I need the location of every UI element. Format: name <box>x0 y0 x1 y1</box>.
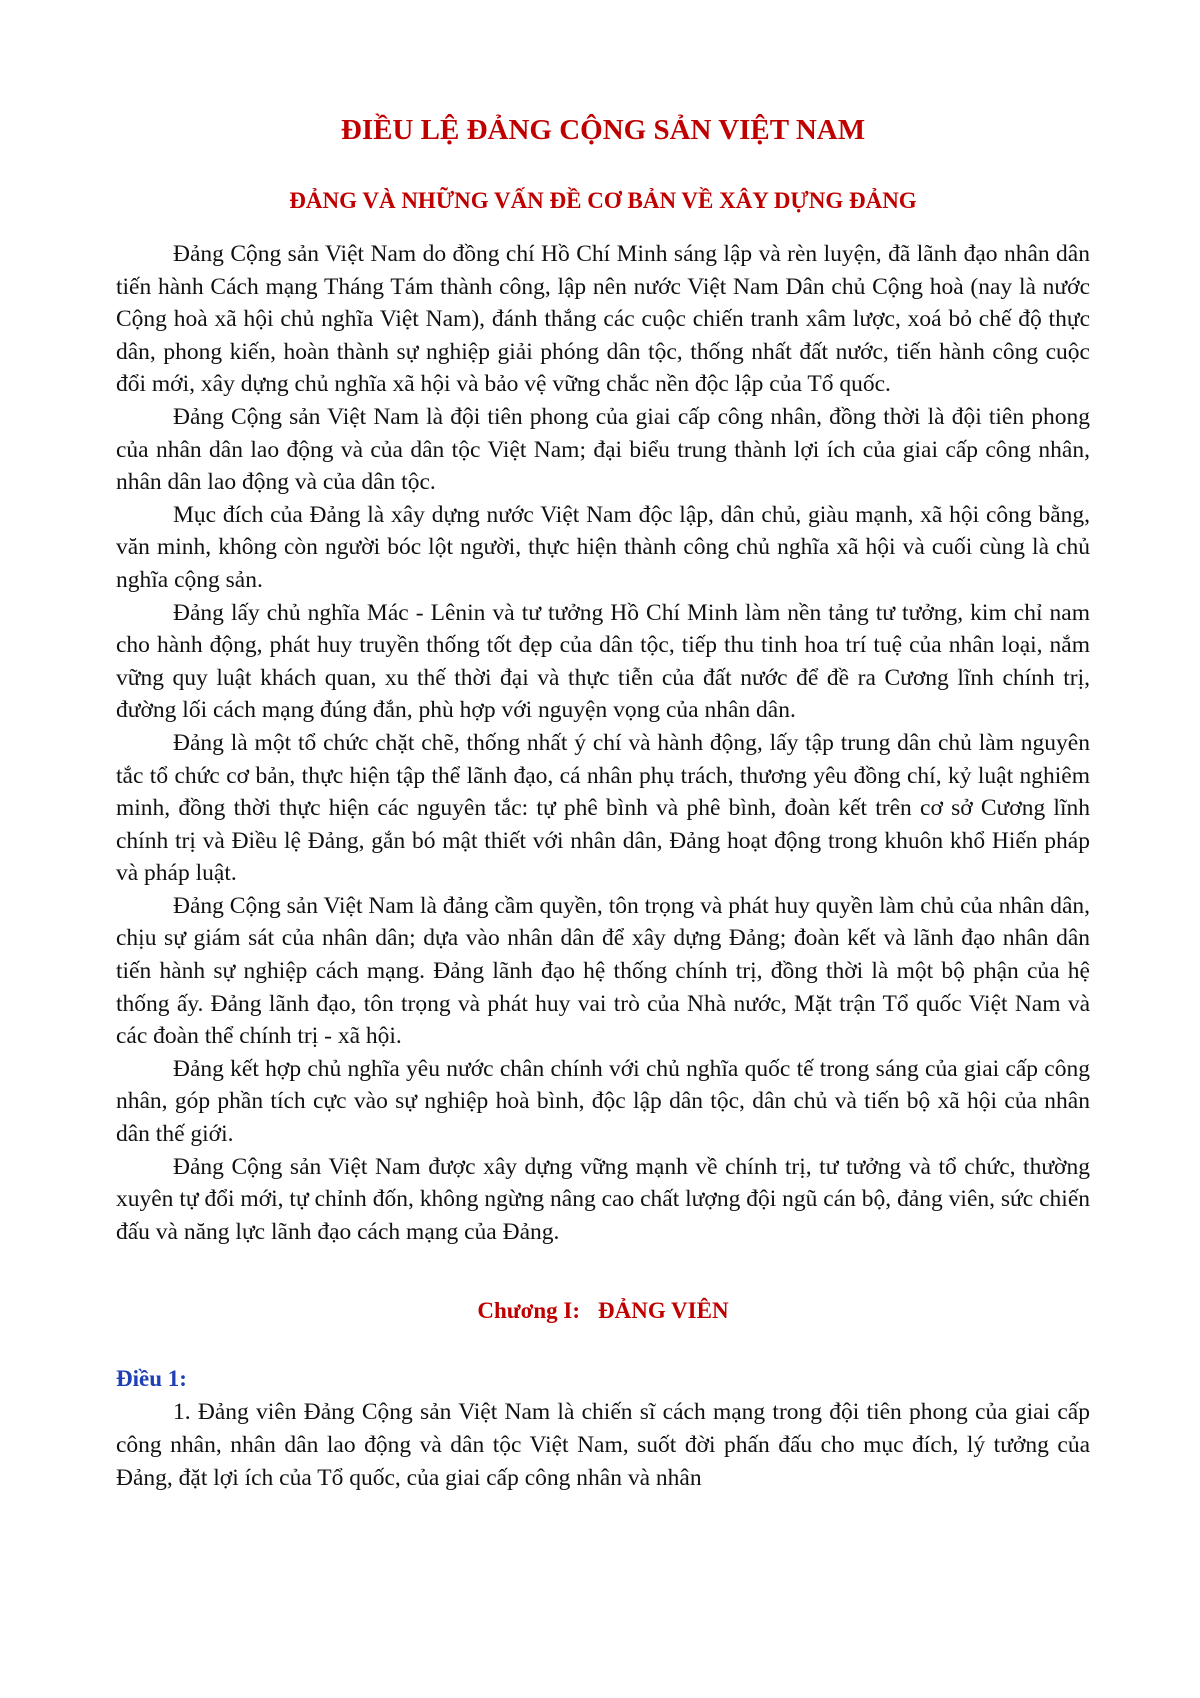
article-text: 1. Đảng viên Đảng Cộng sản Việt Nam là chiến sĩ cách mạng trong đội tiên phong của giai cấp công nhân, nhân dân lao động và dân tộc Việt Nam, suốt đời phấn đấu cho mục đích, lý tưởng của Đảng, đặt lợi ích của Tổ quốc, của giai cấp công nhân và nhân <box>116 1399 1090 1491</box>
paragraph-6: Đảng Cộng sản Việt Nam là đảng cầm quyền, tôn trọng và phát huy quyền làm chủ của nhân dân, chịu sự giám sát của nhân dân; dựa vào nhân dân để xây dựng Đảng; đoàn kết và lãnh đạo nhân dân tiến hành sự nghiệp cách mạng. Đảng lãnh đạo hệ thống chính trị, đồng thời là một bộ phận của hệ thống ấy. Đảng lãnh đạo, tôn trọng và phát huy vai trò của Nhà nước, Mặt trận Tổ quốc Việt Nam và các đoàn thể chính trị - xã hội. <box>116 892 1090 1050</box>
chapter-label: Chương I: <box>477 1298 580 1324</box>
paragraph-4: Đảng lấy chủ nghĩa Mác - Lênin và tư tưởng Hồ Chí Minh làm nền tảng tư tưởng, kim chỉ nam cho hành động, phát huy truyền thống tốt đẹp của dân tộc, tiếp thu tinh hoa trí tuệ của nhân loại, nắm vững quy luật khách quan, xu thế thời đại và thực tiễn của đất nước để đề ra Cương lĩnh chính trị, đường lối cách mạng đúng đắn, phù hợp với nguyện vọng của nhân dân. <box>116 599 1090 724</box>
paragraph-5: Đảng là một tổ chức chặt chẽ, thống nhất ý chí và hành động, lấy tập trung dân chủ làm nguyên tắc tổ chức cơ bản, thực hiện tập thể lãnh đạo, cá nhân phụ trách, thương yêu đồng chí, kỷ luật nghiêm minh, đồng thời thực hiện các nguyên tắc: tự phê bình và phê bình, đoàn kết trên cơ sở Cương lĩnh chính trị và Điều lệ Đảng, gắn bó mật thiết với nhân dân, Đảng hoạt động trong khuôn khổ Hiến pháp và pháp luật. <box>116 729 1090 887</box>
paragraph-3: Mục đích của Đảng là xây dựng nước Việt Nam độc lập, dân chủ, giàu mạnh, xã hội công bằng, văn minh, không còn người bóc lột người, thực hiện thành công chủ nghĩa xã hội và cuối cùng là chủ nghĩa cộng sản. <box>116 501 1090 593</box>
article-heading: Điều 1: <box>116 1366 187 1392</box>
chapter-name: ĐẢNG VIÊN <box>598 1298 729 1324</box>
paragraph-2: Đảng Cộng sản Việt Nam là đội tiên phong của giai cấp công nhân, đồng thời là đội tiên phong của nhân dân lao động và của dân tộc Việt Nam; đại biểu trung thành lợi ích của giai cấp công nhân, nhân dân lao động và của dân tộc. <box>116 403 1090 496</box>
chapter-heading <box>116 1296 1090 1326</box>
paragraph-8: Đảng Cộng sản Việt Nam được xây dựng vững mạnh về chính trị, tư tưởng và tổ chức, thường xuyên tự đổi mới, tự chỉnh đốn, không ngừng nâng cao chất lượng đội ngũ cán bộ, đảng viên, sức chiến đấu và năng lực lãnh đạo cách mạng của Đảng. <box>116 1153 1090 1245</box>
paragraph-7: Đảng kết hợp chủ nghĩa yêu nước chân chính với chủ nghĩa quốc tế trong sáng của giai cấp công nhân, góp phần tích cực vào sự nghiệp hoà bình, độc lập dân tộc, dân chủ và tiến bộ xã hội của nhân dân thế giới. <box>116 1055 1090 1148</box>
paragraph-1: Đảng Cộng sản Việt Nam do đồng chí Hồ Chí Minh sáng lập và rèn luyện, đã lãnh đạo nhân dân tiến hành Cách mạng Tháng Tám thành công, lập nên nước Việt Nam Dân chủ Cộng hoà (nay là nước Cộng hoà xã hội chủ nghĩa Việt Nam), đánh thắng các cuộc chiến tranh xâm lược, xoá bỏ chế độ thực dân, phong kiến, hoàn thành sự nghiệp giải phóng dân tộc, thống nhất đất nước, tiến hành công cuộc đổi mới, xây dựng chủ nghĩa xã hội và bảo vệ vững chắc nền độc lập của Tổ quốc. <box>116 241 1090 398</box>
document-title: ĐIỀU LỆ ĐẢNG CỘNG SẢN VIỆT NAM <box>340 114 866 146</box>
document-page <box>116 112 1090 1494</box>
document-subtitle: ĐẢNG VÀ NHỮNG VẤN ĐỀ CƠ BẢN VỀ XÂY DỰNG ĐẢNG <box>289 188 917 213</box>
